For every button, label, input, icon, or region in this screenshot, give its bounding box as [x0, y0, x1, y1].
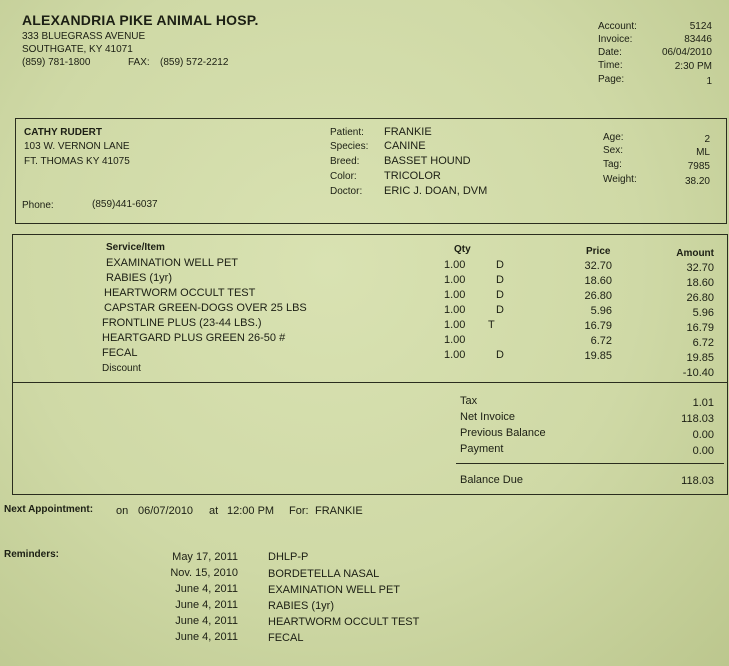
service-code: T	[488, 319, 495, 331]
hospital-name: ALEXANDRIA PIKE ANIMAL HOSP.	[22, 12, 259, 28]
meta-value: 83446	[684, 34, 712, 45]
reminder-service: EXAMINATION WELL PET	[268, 584, 401, 596]
meta-label: Date:	[598, 47, 622, 58]
service-amount: 5.96	[692, 307, 714, 319]
balance-due-value: 118.03	[681, 475, 714, 487]
reminder-service: DHLP-P	[268, 551, 309, 563]
client-phone: (859)441-6037	[92, 199, 158, 210]
section-divider	[12, 382, 727, 383]
reminder-date: May 17, 2011	[172, 551, 238, 563]
meta-label: Page:	[598, 74, 625, 85]
appointment-on: on	[116, 505, 129, 517]
client-phone-label: Phone:	[22, 200, 54, 211]
service-amount: 32.70	[686, 262, 714, 274]
service-amount: 19.85	[686, 352, 714, 364]
stat-value: 2	[704, 134, 710, 145]
stat-label: Sex:	[603, 145, 624, 156]
meta-label: Time:	[598, 60, 623, 71]
client-address: 103 W. VERNON LANE	[24, 141, 130, 152]
client-city: FT. THOMAS KY 41075	[24, 156, 130, 167]
appointment-label: Next Appointment:	[4, 504, 94, 515]
service-amount: 6.72	[692, 337, 714, 349]
total-label: Net Invoice	[460, 411, 516, 423]
reminder-service: FECAL	[268, 632, 304, 644]
reminders-label: Reminders:	[4, 549, 60, 560]
column-header-price: Price	[586, 246, 611, 257]
patient-label: Color:	[330, 171, 357, 182]
patient-value: BASSET HOUND	[384, 155, 471, 167]
service-qty: 1.00	[444, 349, 466, 361]
service-price: 16.79	[584, 320, 612, 332]
service-item: FECAL	[102, 347, 138, 359]
reminder-date: Nov. 15, 2010	[170, 567, 238, 579]
stat-label: Age:	[603, 132, 624, 143]
stat-label: Weight:	[603, 174, 637, 185]
balance-due-label: Balance Due	[460, 474, 523, 486]
column-header-amount: Amount	[676, 248, 714, 259]
appointment-time: 12:00 PM	[227, 505, 275, 517]
patient-label: Doctor:	[330, 186, 363, 197]
total-value: 0.00	[692, 445, 714, 457]
service-code: D	[496, 304, 504, 316]
service-item: RABIES (1yr)	[106, 272, 173, 284]
stat-label: Tag:	[603, 159, 622, 170]
meta-value: 2:30 PM	[674, 61, 712, 72]
total-value: 0.00	[692, 429, 714, 441]
service-item: HEARTGARD PLUS GREEN 26-50 #	[102, 332, 286, 344]
hospital-city: SOUTHGATE, KY 41071	[22, 44, 133, 55]
reminder-service: RABIES (1yr)	[268, 600, 335, 612]
service-qty: 1.00	[444, 319, 466, 331]
meta-label: Invoice:	[598, 34, 633, 45]
service-item: FRONTLINE PLUS (23-44 LBS.)	[102, 317, 262, 329]
service-item: CAPSTAR GREEN-DOGS OVER 25 LBS	[104, 302, 307, 314]
service-item: HEARTWORM OCCULT TEST	[104, 287, 256, 299]
balance-divider	[456, 463, 724, 464]
service-price: 19.85	[584, 350, 612, 362]
service-qty: 1.00	[444, 334, 466, 346]
client-name: CATHY RUDERT	[24, 127, 102, 138]
total-label: Previous Balance	[460, 427, 546, 439]
column-header-item: Service/Item	[106, 242, 165, 253]
service-qty: 1.00	[444, 259, 466, 271]
service-qty: 1.00	[444, 304, 466, 316]
service-price: 26.80	[584, 290, 612, 302]
total-label: Tax	[460, 395, 478, 407]
meta-value: 1	[706, 76, 712, 87]
patient-value: TRICOLOR	[384, 170, 441, 182]
service-code: D	[496, 289, 504, 301]
service-amount: 16.79	[686, 322, 714, 334]
stat-value: 38.20	[684, 176, 710, 187]
appointment-at: at	[209, 505, 219, 517]
meta-value: 5124	[689, 21, 712, 32]
service-qty: 1.00	[444, 274, 466, 286]
service-code: D	[496, 274, 504, 286]
service-amount: 26.80	[686, 292, 714, 304]
discount-label: Discount	[102, 363, 141, 374]
service-price: 32.70	[584, 260, 612, 272]
appointment-date: 06/07/2010	[138, 505, 194, 517]
appointment-for: For:	[289, 505, 309, 517]
total-value: 118.03	[681, 413, 714, 425]
reminder-date: June 4, 2011	[175, 583, 238, 595]
meta-value: 06/04/2010	[661, 47, 712, 58]
meta-label: Account:	[598, 21, 637, 32]
patient-label: Breed:	[330, 156, 360, 167]
service-item: EXAMINATION WELL PET	[106, 257, 239, 269]
discount-amount: -10.40	[682, 367, 714, 379]
appointment-pet: FRANKIE	[315, 505, 363, 517]
hospital-fax: (859) 572-2212	[160, 57, 229, 68]
service-amount: 18.60	[686, 277, 714, 289]
patient-label: Patient:	[330, 127, 364, 138]
reminder-date: June 4, 2011	[175, 631, 238, 643]
stat-value: 7985	[687, 161, 710, 172]
service-price: 6.72	[590, 335, 612, 347]
service-code: D	[496, 349, 504, 361]
total-label: Payment	[460, 443, 504, 455]
patient-label: Species:	[330, 141, 369, 152]
reminder-service: HEARTWORM OCCULT TEST	[268, 616, 420, 628]
stat-value: ML	[696, 147, 710, 158]
service-price: 5.96	[590, 305, 612, 317]
patient-value: ERIC J. DOAN, DVM	[384, 185, 488, 197]
hospital-phone: (859) 781-1800	[22, 57, 91, 68]
service-price: 18.60	[584, 275, 612, 287]
patient-value: FRANKIE	[384, 126, 432, 138]
reminder-date: June 4, 2011	[175, 615, 238, 627]
reminder-service: BORDETELLA NASAL	[268, 568, 380, 580]
service-qty: 1.00	[444, 289, 466, 301]
service-code: D	[496, 259, 504, 271]
patient-value: CANINE	[384, 140, 426, 152]
total-value: 1.01	[692, 397, 714, 409]
hospital-address: 333 BLUEGRASS AVENUE	[22, 31, 146, 42]
column-header-qty: Qty	[454, 244, 471, 255]
hospital-fax-label: FAX:	[128, 57, 150, 68]
reminder-date: June 4, 2011	[175, 599, 238, 611]
